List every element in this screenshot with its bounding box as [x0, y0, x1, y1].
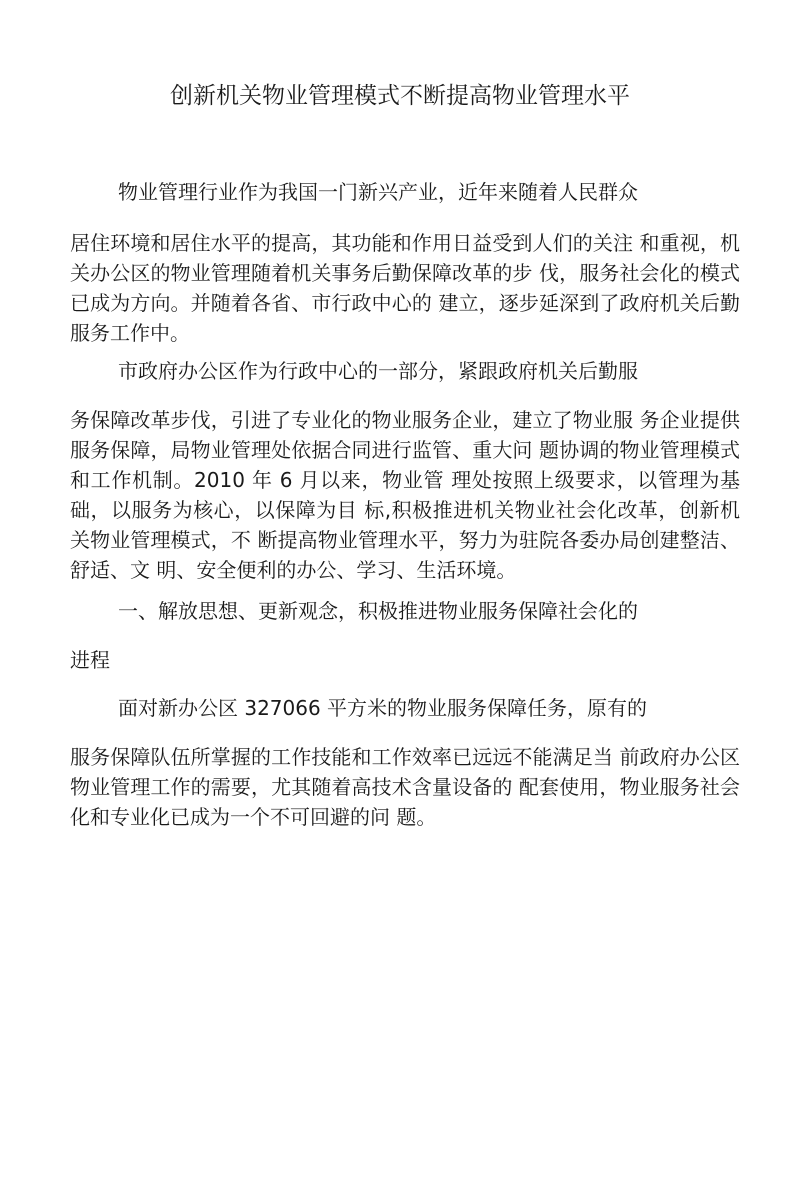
paragraph-3-first-line: 面对新办公区 327066 平方米的物业服务保障任务，原有的	[118, 696, 648, 720]
paragraph-2-first-line: 市政府办公区作为行政中心的一部分，紧跟政府机关后勤服	[118, 359, 638, 383]
paragraph-1-body: 居住环境和居住水平的提高，其功能和作用日益受到人们的关注 和重视，机关办公区的物业管理随着机关事务后勤保障改革的步 伐，服务社会化的模式已成为方向。并随着各省、市行政中心的 建立，逐步延深到了政府机关后勤服务工作中。	[70, 231, 740, 345]
section-heading-continuation: 进程	[70, 648, 110, 672]
paragraph-2-body: 务保障改革步伐，引进了专业化的物业服务企业，建立了物业服 务企业提供服务保障，局物业管理处依据合同进行监管、重大问 题协调的物业管理模式和工作机制。2010 年 6 月以来，物业管 理处按照上级要求，以管理为基础，以服务为核心，以保障为目 标,积极推进机关物业社会化改革，创新机关物业管理模式，不 断提高物业管理水平，努力为驻院各委办局创建整洁、舒适、文 明、安全便利的办公、学习、生活环境。	[70, 408, 740, 582]
document-title: 创新机关物业管理模式不断提高物业管理水平	[170, 83, 630, 109]
section-heading-first-line: 一、解放思想、更新观念，积极推进物业服务保障社会化的	[118, 599, 638, 623]
paragraph-3-body: 服务保障队伍所掌握的工作技能和工作效率已远远不能满足当 前政府办公区物业管理工作的需要，尤其随着高技术含量设备的 配套使用，物业服务社会化和专业化已成为一个不可回避的问 题。	[70, 745, 740, 829]
paragraph-1-first-line: 物业管理行业作为我国一门新兴产业，近年来随着人民群众	[118, 180, 638, 204]
